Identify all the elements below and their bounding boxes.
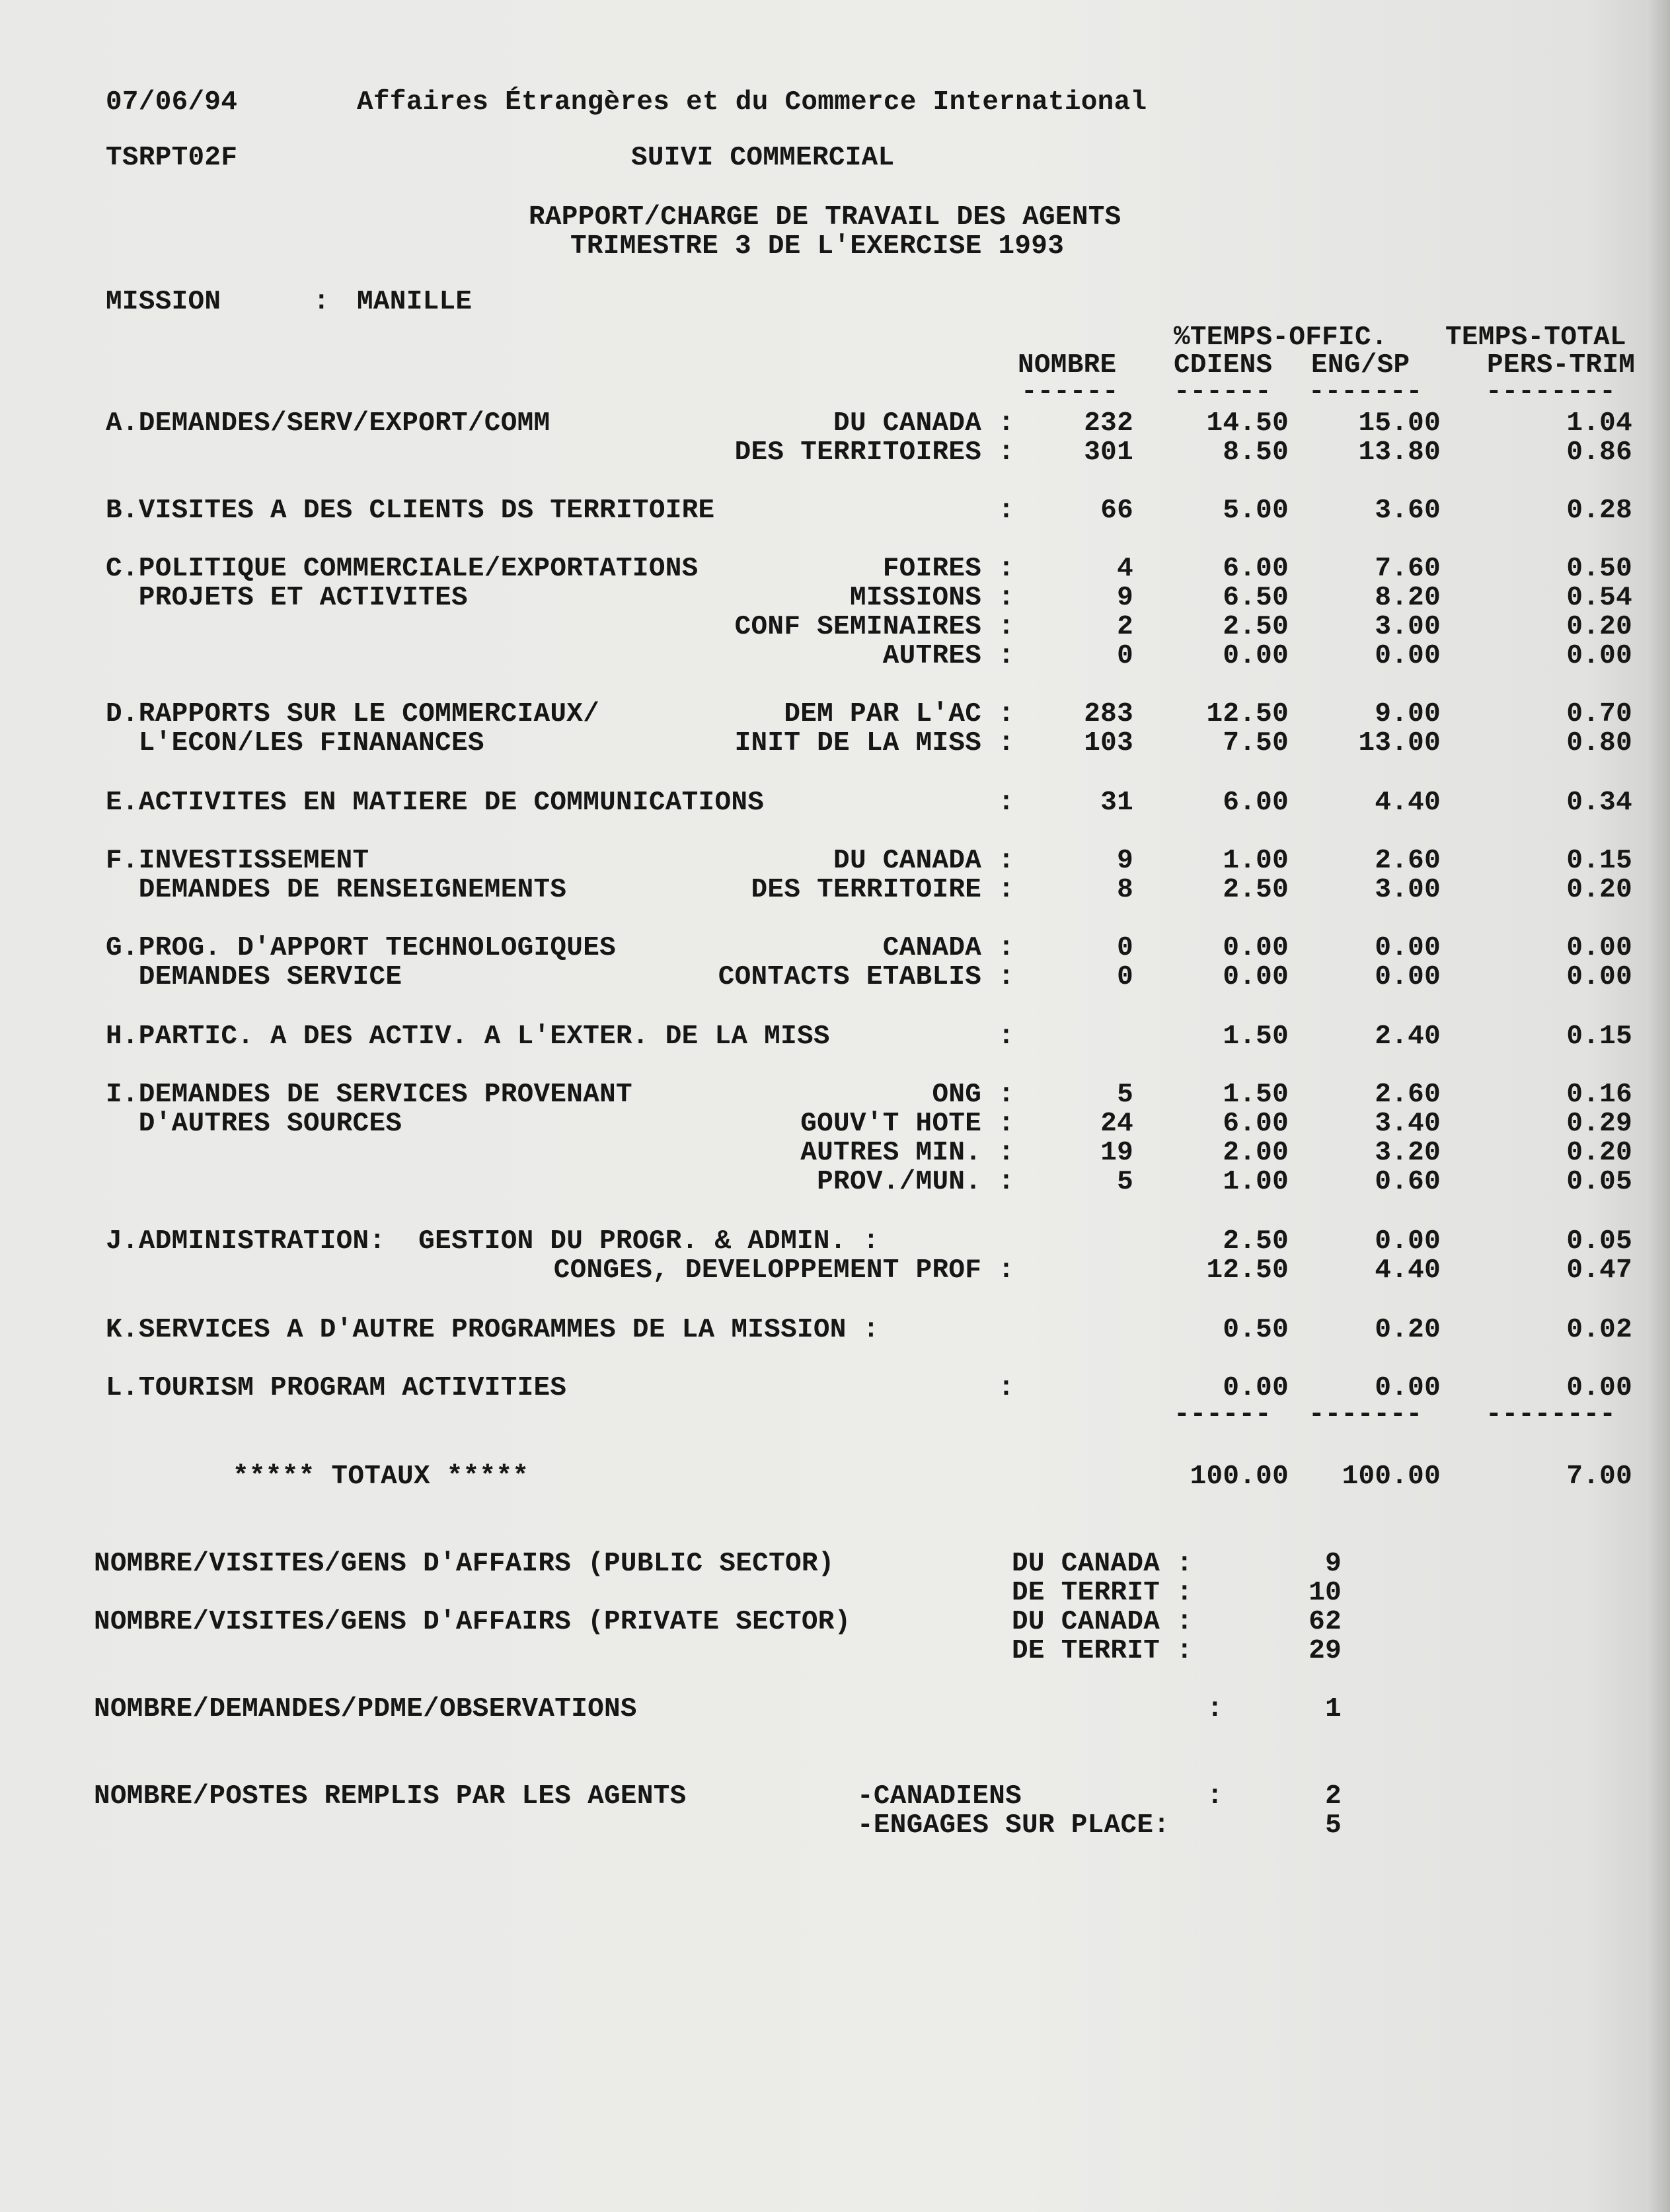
row-cdiens: 1.50 (1223, 1080, 1289, 1110)
row-pers-trim: 1.04 (1566, 408, 1632, 439)
row-nombre: 103 (1084, 728, 1133, 758)
private-canada-label: DU CANADA : (1012, 1607, 1193, 1637)
row-cdiens: 6.50 (1223, 583, 1289, 613)
underline-nombre: ------ (1021, 377, 1119, 407)
row-nombre: 5 (1117, 1167, 1133, 1197)
row-sublabel: AUTRES : (882, 641, 1014, 671)
row-cdiens: 6.00 (1223, 554, 1289, 584)
row-sublabel: DES TERRITOIRE : (751, 875, 1014, 905)
public-canada-label: DU CANADA : (1012, 1549, 1193, 1579)
row-nombre: 19 (1100, 1138, 1133, 1168)
row-engsp: 0.00 (1375, 1226, 1441, 1257)
engages-label: -ENGAGES SUR PLACE: (857, 1810, 1170, 1841)
row-nombre: 0 (1117, 933, 1133, 963)
row-label: DEMANDES DE RENSEIGNEMENTS (106, 875, 567, 905)
row-pers-trim: 0.86 (1566, 437, 1632, 468)
row-engsp: 2.60 (1375, 1080, 1441, 1110)
row-sublabel: DU CANADA : (833, 408, 1014, 439)
row-engsp: 7.60 (1375, 554, 1441, 584)
row-engsp: 8.20 (1375, 583, 1441, 613)
underline-engsp: ------- (1309, 377, 1423, 407)
row-sublabel: MISSIONS : (849, 583, 1014, 613)
row-label: K.SERVICES A D'AUTRE PROGRAMMES DE LA MISSION : (106, 1315, 880, 1345)
row-sublabel: : (998, 496, 1014, 526)
row-nombre: 301 (1084, 437, 1133, 468)
row-sublabel: DEM PAR L'AC : (784, 699, 1014, 729)
row-cdiens: 6.00 (1223, 1109, 1289, 1139)
row-label: C.POLITIQUE COMMERCIALE/EXPORTATIONS (106, 554, 699, 584)
row-cdiens: 0.00 (1223, 962, 1289, 992)
row-engsp: 0.60 (1375, 1167, 1441, 1197)
row-pers-trim: 0.47 (1566, 1255, 1632, 1286)
report-code: TSRPT02F (106, 143, 238, 173)
row-pers-trim: 0.80 (1566, 728, 1632, 758)
row-sublabel: FOIRES : (882, 554, 1014, 584)
row-nombre: 24 (1100, 1109, 1133, 1139)
row-nombre: 4 (1117, 554, 1133, 584)
row-pers-trim: 0.15 (1566, 1021, 1632, 1052)
row-cdiens: 7.50 (1223, 728, 1289, 758)
row-cdiens: 8.50 (1223, 437, 1289, 468)
underline-pers-trim: -------- (1486, 377, 1616, 407)
canadiens-value: 2 (1325, 1781, 1342, 1812)
row-cdiens: 2.50 (1223, 612, 1289, 642)
header-temps-offic: %TEMPS-OFFIC. (1174, 322, 1388, 353)
public-territ-value: 10 (1309, 1578, 1342, 1608)
row-sublabel: CANADA : (882, 933, 1014, 963)
row-label: L'ECON/LES FINANANCES (106, 728, 484, 758)
row-pers-trim: 0.15 (1566, 846, 1632, 876)
header-temps-total: TEMPS-TOTAL (1445, 322, 1626, 353)
totals-label: ***** TOTAUX ***** (233, 1461, 529, 1492)
mission-value: MANILLE (357, 287, 473, 317)
row-cdiens: 12.50 (1206, 1255, 1289, 1286)
row-pers-trim: 0.00 (1566, 962, 1632, 992)
row-engsp: 0.00 (1375, 933, 1441, 963)
row-sublabel: CONF SEMINAIRES : (734, 612, 1014, 642)
row-cdiens: 0.50 (1223, 1315, 1289, 1345)
row-cdiens: 1.00 (1223, 846, 1289, 876)
row-label: D.RAPPORTS SUR LE COMMERCIAUX/ (106, 699, 600, 729)
row-pers-trim: 0.34 (1566, 788, 1632, 818)
row-pers-trim: 0.29 (1566, 1109, 1632, 1139)
row-sublabel: : (998, 1373, 1014, 1403)
row-engsp: 3.00 (1375, 875, 1441, 905)
row-cdiens: 0.00 (1223, 933, 1289, 963)
row-label: B.VISITES A DES CLIENTS DS TERRITOIRE (106, 496, 715, 526)
row-pers-trim: 0.02 (1566, 1315, 1632, 1345)
row-label: G.PROG. D'APPORT TECHNOLOGIQUES (106, 933, 617, 963)
row-pers-trim: 0.20 (1566, 612, 1632, 642)
pdme-value: 1 (1325, 1694, 1342, 1724)
row-engsp: 0.00 (1375, 962, 1441, 992)
row-nombre: 232 (1084, 408, 1133, 439)
totals-engsp: 100.00 (1342, 1461, 1441, 1492)
header-engsp: ENG/SP (1311, 350, 1410, 381)
row-pers-trim: 0.50 (1566, 554, 1632, 584)
row-pers-trim: 0.70 (1566, 699, 1632, 729)
row-cdiens: 14.50 (1206, 408, 1289, 439)
row-engsp: 9.00 (1375, 699, 1441, 729)
row-label: J.ADMINISTRATION: GESTION DU PROGR. & ADMIN. : (106, 1226, 880, 1257)
row-label: DEMANDES SERVICE (106, 962, 402, 992)
row-engsp: 13.80 (1358, 437, 1441, 468)
row-nombre: 0 (1117, 962, 1133, 992)
row-engsp: 15.00 (1358, 408, 1441, 439)
report-date: 07/06/94 (106, 87, 238, 118)
row-cdiens: 6.00 (1223, 788, 1289, 818)
underline-cdiens: ------ (1174, 377, 1271, 407)
row-label: PROJETS ET ACTIVITES (106, 583, 468, 613)
row-pers-trim: 0.00 (1566, 1373, 1632, 1403)
row-sublabel: GOUV'T HOTE : (800, 1109, 1014, 1139)
row-nombre: 31 (1100, 788, 1133, 818)
header-cdiens: CDIENS (1174, 350, 1273, 381)
row-engsp: 13.00 (1358, 728, 1441, 758)
pdme-separator: : (1207, 1694, 1223, 1724)
page-edge-shadow (1646, 0, 1670, 2212)
row-engsp: 3.60 (1375, 496, 1441, 526)
row-pers-trim: 0.54 (1566, 583, 1632, 613)
row-engsp: 4.40 (1375, 1255, 1441, 1286)
row-engsp: 3.40 (1375, 1109, 1441, 1139)
row-nombre: 283 (1084, 699, 1133, 729)
row-pers-trim: 0.20 (1566, 875, 1632, 905)
row-cdiens: 12.50 (1206, 699, 1289, 729)
row-sublabel: AUTRES MIN. : (800, 1138, 1014, 1168)
postes-label: NOMBRE/POSTES REMPLIS PAR LES AGENTS (94, 1781, 687, 1812)
row-sublabel: PROV./MUN. : (817, 1167, 1014, 1197)
row-cdiens: 2.50 (1223, 875, 1289, 905)
canadiens-separator: : (1207, 1781, 1223, 1812)
row-cdiens: 0.00 (1223, 1373, 1289, 1403)
totals-pers: 7.00 (1566, 1461, 1632, 1492)
report-title: RAPPORT/CHARGE DE TRAVAIL DES AGENTS (529, 202, 1121, 233)
totals-underline-cdiens: ------ (1174, 1399, 1271, 1430)
row-sublabel: CONGES, DEVELOPPEMENT PROF : (553, 1255, 1014, 1286)
row-pers-trim: 0.05 (1566, 1167, 1632, 1197)
row-label: I.DEMANDES DE SERVICES PROVENANT (106, 1080, 632, 1110)
row-cdiens: 0.00 (1223, 641, 1289, 671)
row-nombre: 9 (1117, 846, 1133, 876)
row-pers-trim: 0.28 (1566, 496, 1632, 526)
row-pers-trim: 0.05 (1566, 1226, 1632, 1257)
totals-cdiens: 100.00 (1190, 1461, 1289, 1492)
row-nombre: 5 (1117, 1080, 1133, 1110)
row-pers-trim: 0.00 (1566, 933, 1632, 963)
row-label: L.TOURISM PROGRAM ACTIVITIES (106, 1373, 567, 1403)
row-nombre: 9 (1117, 583, 1133, 613)
row-label: D'AUTRES SOURCES (106, 1109, 402, 1139)
row-label: F.INVESTISSEMENT (106, 846, 369, 876)
row-cdiens: 1.00 (1223, 1167, 1289, 1197)
row-cdiens: 5.00 (1223, 496, 1289, 526)
row-pers-trim: 0.00 (1566, 641, 1632, 671)
ministry-name: Affaires Étrangères et du Commerce International (357, 87, 1147, 118)
row-sublabel: DU CANADA : (833, 846, 1014, 876)
totals-underline-pers: -------- (1486, 1399, 1616, 1430)
row-sublabel: INIT DE LA MISS : (734, 728, 1014, 758)
row-label: E.ACTIVITES EN MATIERE DE COMMUNICATIONS (106, 788, 765, 818)
row-cdiens: 2.00 (1223, 1138, 1289, 1168)
row-sublabel: ONG : (932, 1080, 1014, 1110)
private-sector-label: NOMBRE/VISITES/GENS D'AFFAIRS (PRIVATE SECTOR) (94, 1607, 851, 1637)
row-sublabel: : (998, 1021, 1014, 1052)
row-sublabel: : (998, 788, 1014, 818)
totals-underline-engsp: ------- (1309, 1399, 1423, 1430)
row-sublabel: CONTACTS ETABLIS : (718, 962, 1014, 992)
row-nombre: 2 (1117, 612, 1133, 642)
row-nombre: 66 (1100, 496, 1133, 526)
report-name: SUIVI COMMERCIAL (631, 143, 895, 173)
public-canada-value: 9 (1325, 1549, 1342, 1579)
canadiens-label: -CANADIENS (857, 1781, 1022, 1812)
row-engsp: 3.00 (1375, 612, 1441, 642)
row-engsp: 4.40 (1375, 788, 1441, 818)
row-engsp: 0.20 (1375, 1315, 1441, 1345)
row-engsp: 3.20 (1375, 1138, 1441, 1168)
row-label: A.DEMANDES/SERV/EXPORT/COMM (106, 408, 550, 439)
row-engsp: 2.40 (1375, 1021, 1441, 1052)
row-cdiens: 1.50 (1223, 1021, 1289, 1052)
row-pers-trim: 0.20 (1566, 1138, 1632, 1168)
row-nombre: 8 (1117, 875, 1133, 905)
public-sector-label: NOMBRE/VISITES/GENS D'AFFAIRS (PUBLIC SECTOR) (94, 1549, 835, 1579)
engages-value: 5 (1325, 1810, 1342, 1841)
header-nombre: NOMBRE (1018, 350, 1117, 381)
row-label: H.PARTIC. A DES ACTIV. A L'EXTER. DE LA MISS (106, 1021, 830, 1052)
mission-label: MISSION (106, 287, 221, 317)
row-engsp: 0.00 (1375, 641, 1441, 671)
mission-separator: : (313, 287, 330, 317)
private-territ-label: DE TERRIT : (1012, 1636, 1193, 1666)
row-pers-trim: 0.16 (1566, 1080, 1632, 1110)
row-nombre: 0 (1117, 641, 1133, 671)
header-pers-trim: PERS-TRIM (1487, 350, 1636, 381)
public-territ-label: DE TERRIT : (1012, 1578, 1193, 1608)
row-sublabel: DES TERRITOIRES : (734, 437, 1014, 468)
row-cdiens: 2.50 (1223, 1226, 1289, 1257)
private-territ-value: 29 (1309, 1636, 1342, 1666)
row-engsp: 0.00 (1375, 1373, 1441, 1403)
report-subtitle: TRIMESTRE 3 DE L'EXERCISE 1993 (570, 231, 1065, 262)
pdme-label: NOMBRE/DEMANDES/PDME/OBSERVATIONS (94, 1694, 637, 1724)
private-canada-value: 62 (1309, 1607, 1342, 1637)
row-engsp: 2.60 (1375, 846, 1441, 876)
